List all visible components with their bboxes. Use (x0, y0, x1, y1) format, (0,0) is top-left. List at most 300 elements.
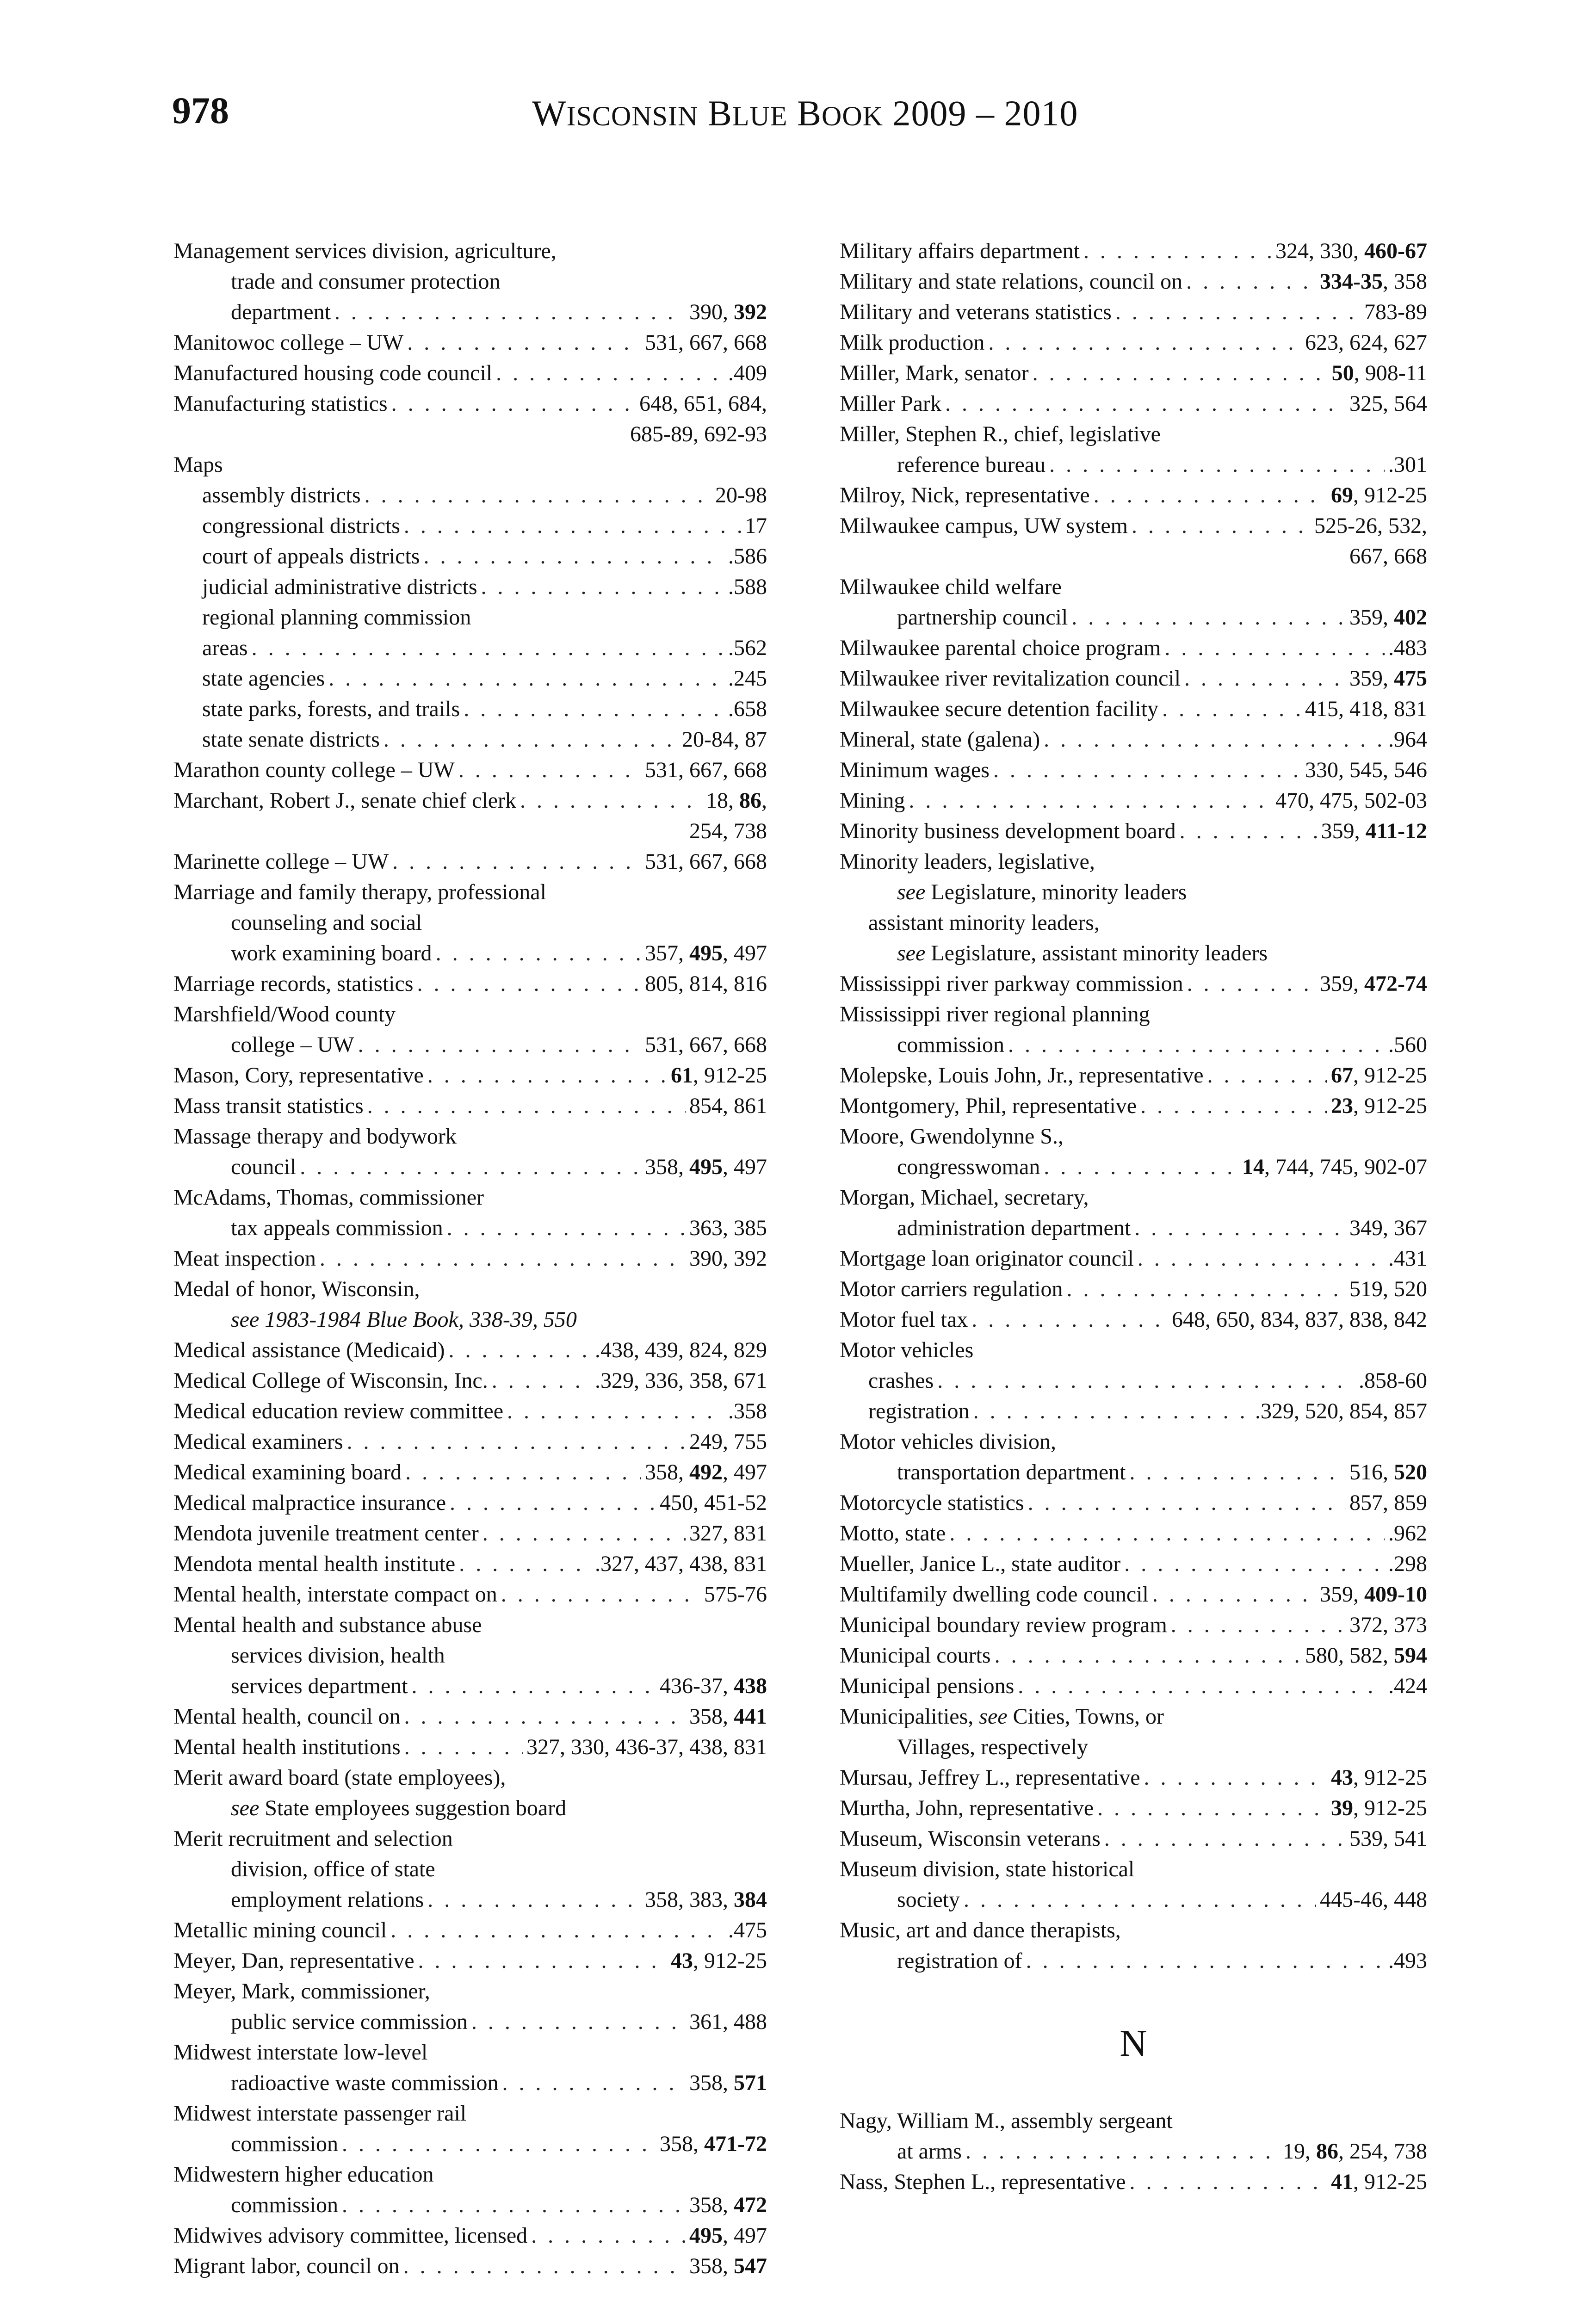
entry-term: see State employees suggestion board (231, 1796, 567, 1820)
index-entry (173, 1610, 767, 1701)
index-entry (840, 1274, 1427, 1305)
dot-leader (418, 1946, 668, 1976)
dot-leader (1066, 1274, 1346, 1305)
entry-term: congressional districts (202, 513, 400, 538)
page-references: 363, 385 (689, 1216, 767, 1240)
dot-leader (1049, 450, 1385, 480)
entry-term: Minimum wages (840, 758, 990, 782)
dot-leader (365, 480, 711, 511)
dot-leader (347, 1427, 686, 1457)
running-head-b2: B (797, 93, 822, 133)
page-references: .298 (1388, 1552, 1427, 1576)
entry-term: Meat inspection (173, 1246, 316, 1271)
entry-term: Marshfield/Wood county (173, 1002, 396, 1027)
entry-term: Midwives advisory committee, licensed (173, 2223, 528, 2248)
dot-leader (1138, 1243, 1385, 1274)
page-references: 531, 667, 668 (645, 849, 767, 874)
index-entry (173, 1518, 767, 1549)
dot-leader (1124, 1549, 1385, 1579)
entry-term: Mendota mental health institute (173, 1552, 456, 1576)
page-references: 20-98 (715, 483, 767, 507)
page-references: 575-76 (704, 1582, 767, 1607)
index-entry-line (840, 1213, 1427, 1243)
index-entry-line (173, 1213, 767, 1243)
index-entry (840, 572, 1427, 633)
entry-term: work examining board (231, 941, 432, 965)
dot-leader (334, 297, 686, 328)
entry-term: state agencies (202, 666, 325, 691)
entry-term: department (231, 300, 331, 324)
entry-term: Motor vehicles division, (840, 1429, 1056, 1454)
dot-leader (492, 1366, 591, 1396)
dot-leader (404, 511, 741, 541)
dot-leader (342, 2129, 656, 2159)
page-references: .493 (1388, 1948, 1427, 1973)
index-entry (173, 1701, 767, 1732)
page-references: 857, 859 (1349, 1490, 1427, 1515)
entry-term: Meyer, Dan, representative (173, 1948, 414, 1973)
entry-term: areas (202, 636, 248, 660)
index-entry-line (173, 1030, 767, 1060)
index-entry (173, 1457, 767, 1488)
dot-leader (483, 1518, 686, 1549)
page-references: 531, 667, 668 (645, 330, 767, 355)
index-entry-line (840, 1549, 1427, 1579)
entry-term: Medical assistance (Medicaid) (173, 1338, 445, 1362)
index-entry (840, 1854, 1427, 1915)
entry-term: see Legislature, assistant minority leaders (897, 941, 1268, 965)
index-entry-line (173, 847, 767, 877)
entry-term: Motor carriers regulation (840, 1277, 1063, 1301)
index-entry (840, 755, 1427, 785)
dot-leader (945, 389, 1346, 419)
page-references: 415, 418, 831 (1305, 697, 1427, 721)
index-entry-line (173, 236, 767, 266)
page-references: 17 (745, 513, 767, 538)
index-entry-line (173, 1793, 767, 1824)
index-entry-line (840, 938, 1427, 969)
page-references: 358, 383, 384 (645, 1887, 767, 1912)
index-entry (840, 236, 1427, 266)
index-entry-line (173, 2220, 767, 2251)
index-entry-line (840, 1396, 1427, 1427)
entry-term: radioactive waste commission (231, 2071, 499, 2095)
entry-term: Marchant, Robert J., senate chief clerk (173, 788, 517, 813)
dot-leader (502, 2068, 686, 2098)
page-references: 19, 86, 254, 738 (1283, 2139, 1427, 2164)
page-references: .483 (1388, 636, 1427, 660)
page-references: 783-89 (1364, 300, 1427, 324)
entry-term: Minority leaders, legislative, (840, 849, 1095, 874)
entry-term: commission (897, 1033, 1005, 1057)
index-entry-line (840, 2106, 1427, 2136)
index-entry-line (173, 1946, 767, 1976)
page-references: 18, 86, (706, 788, 767, 813)
index-entry-line (173, 1274, 767, 1305)
dot-leader (424, 541, 724, 572)
dot-leader (320, 1243, 686, 1274)
dot-leader (995, 1640, 1301, 1671)
entry-term: Montgomery, Phil, representative (840, 1094, 1137, 1118)
entry-term: Manitowoc college – UW (173, 330, 404, 355)
index-entry (840, 1305, 1427, 1335)
page-references: .964 (1388, 727, 1427, 752)
index-entry-line (173, 1640, 767, 1671)
entry-term: Municipal pensions (840, 1674, 1015, 1698)
dot-leader (1140, 1091, 1327, 1121)
entry-term: Medical malpractice insurance (173, 1490, 446, 1515)
index-entry (840, 724, 1427, 755)
index-entry (840, 1701, 1427, 1763)
index-entry-line (840, 297, 1427, 328)
index-entry-line (840, 450, 1427, 480)
index-entry-line (840, 1732, 1427, 1763)
index-entry-line (840, 1121, 1427, 1152)
running-head-isconsin: ISCONSIN (566, 101, 699, 131)
index-entry (173, 1946, 767, 1976)
entry-term: Miller, Mark, senator (840, 361, 1029, 385)
running-head (532, 95, 1078, 131)
page-references: 436-37, 438 (660, 1674, 767, 1698)
page-references: 470, 475, 502-03 (1275, 788, 1427, 813)
entry-term: reference bureau (897, 452, 1046, 477)
index-entry-line (173, 755, 767, 785)
entry-term: Milwaukee child welfare (840, 575, 1062, 599)
entry-term: Milroy, Nick, representative (840, 483, 1090, 507)
index-entry (173, 1824, 767, 1915)
index-entry-line (173, 1182, 767, 1213)
index-entry (840, 358, 1427, 389)
index-entry-line (840, 1885, 1427, 1915)
index-entry-line (840, 755, 1427, 785)
entry-term: Marriage and family therapy, professional (173, 880, 546, 904)
index-column-left (173, 236, 767, 2282)
page-references: 43, 912-25 (1331, 1765, 1427, 1790)
entry-term: Motorcycle statistics (840, 1490, 1024, 1515)
dot-leader (1132, 511, 1311, 541)
page-references: 359, 409-10 (1320, 1582, 1427, 1607)
index-entry (173, 1182, 767, 1243)
dot-leader (1008, 1030, 1385, 1060)
page-references: 623, 624, 627 (1305, 330, 1427, 355)
index-entry-line (173, 999, 767, 1030)
page-references: 358, 441 (689, 1704, 767, 1729)
index-entry-line (173, 877, 767, 908)
index-entry-line (840, 1091, 1427, 1121)
index-entry-line (173, 419, 767, 450)
index-entry (173, 2251, 767, 2282)
dot-leader (1129, 2167, 1327, 2197)
index-entry (173, 999, 767, 1060)
page-references: .327, 437, 438, 831 (595, 1552, 767, 1576)
index-entry (173, 2159, 767, 2220)
page-references: 580, 582, 594 (1305, 1643, 1427, 1668)
page-references: 50, 908-11 (1331, 361, 1427, 385)
index-entry (173, 2037, 767, 2098)
page-references: .858-60 (1359, 1368, 1427, 1393)
page-references: 69, 912-25 (1331, 483, 1427, 507)
page-number: 978 (172, 89, 229, 131)
dot-leader (417, 969, 641, 999)
index-entry-line (840, 419, 1427, 450)
dot-leader (328, 663, 724, 694)
index-entry-line (173, 572, 767, 602)
index-entry (173, 450, 767, 480)
page-references: 358, 547 (689, 2254, 767, 2278)
running-head-ook: OOK (822, 101, 884, 131)
index-entry-line (173, 541, 767, 572)
index-entry (173, 511, 767, 541)
index-entry-line (840, 572, 1427, 602)
index-entry (840, 1243, 1427, 1274)
dot-leader (1044, 1152, 1238, 1182)
index-entry (840, 785, 1427, 816)
entry-term: registration of (897, 1948, 1022, 1973)
dot-leader (501, 1579, 700, 1610)
index-entry (840, 1518, 1427, 1549)
entry-term: state senate districts (202, 727, 380, 752)
dot-leader (427, 1885, 641, 1915)
index-entry-line (840, 908, 1427, 938)
index-entry (840, 694, 1427, 724)
page-references: 805, 814, 816 (645, 971, 767, 996)
index-entry-line (173, 1610, 767, 1640)
page-references: .301 (1388, 452, 1427, 477)
page-references: .658 (728, 697, 767, 721)
dot-leader (367, 1091, 686, 1121)
index-entry (173, 694, 767, 724)
index-entry (840, 266, 1427, 297)
index-entry-line (173, 2251, 767, 2282)
dot-leader (988, 328, 1301, 358)
index-entry-line (840, 1793, 1427, 1824)
index-entry-line (173, 2190, 767, 2220)
page-references: 525-26, 532, (1314, 513, 1427, 538)
entry-term: counseling and social (231, 910, 422, 935)
dot-leader (450, 1488, 656, 1518)
dot-leader (1130, 1457, 1346, 1488)
dot-leader (471, 2007, 686, 2037)
page-references: 327, 831 (689, 1521, 767, 1546)
right-entries (840, 236, 1427, 1976)
dot-leader (1026, 1946, 1385, 1976)
index-entry (840, 2106, 1427, 2167)
entry-term: Mississippi river regional planning (840, 1002, 1150, 1027)
entry-term: Medical examiners (173, 1429, 343, 1454)
page-references: 685-89, 692-93 (630, 422, 767, 446)
index-entry-line (173, 816, 767, 847)
dot-leader (342, 2190, 686, 2220)
index-entry (173, 1243, 767, 1274)
entry-term: Miller, Stephen R., chief, legislative (840, 422, 1161, 446)
dot-leader (448, 1335, 591, 1366)
index-entry-line (840, 266, 1427, 297)
index-entry (173, 1488, 767, 1518)
page-references: .562 (728, 636, 767, 660)
dot-leader (358, 1030, 641, 1060)
entry-term: Milk production (840, 330, 985, 355)
index-entry (173, 389, 767, 450)
index-entry (173, 1549, 767, 1579)
page-references: 359, 402 (1349, 605, 1427, 630)
index-entry-line (173, 1335, 767, 1366)
entry-term: court of appeals districts (202, 544, 420, 569)
index-entry (173, 724, 767, 755)
entry-term: at arms (897, 2139, 962, 2164)
index-entry-line (173, 328, 767, 358)
dot-leader (392, 847, 641, 877)
page-references: 20-84, 87 (682, 727, 767, 752)
index-entry-line (173, 602, 767, 633)
entry-term: see 1983-1984 Blue Book, 338-39, 550 (231, 1307, 577, 1332)
index-entry (173, 1579, 767, 1610)
dot-leader (436, 938, 641, 969)
index-entry (173, 1060, 767, 1091)
index-entry (173, 2098, 767, 2159)
page-references: 43, 912-25 (671, 1948, 767, 1973)
index-entry-line (173, 358, 767, 389)
index-entry (840, 816, 1427, 847)
index-entry-line (840, 969, 1427, 999)
index-entry-line (173, 1457, 767, 1488)
index-entry (173, 1091, 767, 1121)
index-entry (840, 1579, 1427, 1610)
index-entry-line (840, 785, 1427, 816)
dot-leader (1187, 969, 1316, 999)
index-entry (173, 1121, 767, 1182)
page-references: 531, 667, 668 (645, 1033, 767, 1057)
entry-term: Manufactured housing code council (173, 361, 493, 385)
index-entry (173, 572, 767, 602)
index-entry-line (173, 1915, 767, 1946)
page-references: 334-35, 358 (1320, 269, 1427, 294)
entry-term: Minority business development board (840, 819, 1176, 843)
index-entry (173, 480, 767, 511)
entry-term: McAdams, Thomas, commissioner (173, 1185, 484, 1210)
index-entry-line (840, 1946, 1427, 1976)
index-entry-line (173, 908, 767, 938)
page-references: 325, 564 (1349, 391, 1427, 416)
entry-term: Mass transit statistics (173, 1094, 364, 1118)
dot-leader (1162, 694, 1301, 724)
entry-term: Mental health, council on (173, 1704, 401, 1729)
index-entry-line (840, 1610, 1427, 1640)
page-references: 61, 912-25 (671, 1063, 767, 1088)
index-entry-line (173, 1518, 767, 1549)
page-references: 667, 668 (1349, 544, 1427, 569)
index-entry-line (173, 1243, 767, 1274)
page-references: 372, 373 (1349, 1613, 1427, 1637)
dot-leader (464, 694, 724, 724)
dot-leader (937, 1366, 1355, 1396)
page-references: 67, 912-25 (1331, 1063, 1427, 1088)
index-entry (173, 969, 767, 999)
index-entry-line (840, 389, 1427, 419)
index-entry-line (173, 266, 767, 297)
page-references: .560 (1388, 1033, 1427, 1057)
entry-term: Marriage records, statistics (173, 971, 414, 996)
index-entry (840, 511, 1427, 572)
page-references: 450, 451-52 (660, 1490, 767, 1515)
entry-term: Museum, Wisconsin veterans (840, 1826, 1101, 1851)
page-references: .245 (728, 666, 767, 691)
index-entry-line (840, 1488, 1427, 1518)
index-entry-line (173, 1366, 767, 1396)
entry-term: Medical College of Wisconsin, Inc. (173, 1368, 488, 1393)
dot-leader (403, 2251, 686, 2282)
running-head-w: W (532, 93, 567, 133)
entry-term: Museum division, state historical (840, 1857, 1135, 1881)
entry-term: commission (231, 2193, 339, 2217)
dot-leader (391, 389, 636, 419)
page-references: 359, 472-74 (1320, 971, 1427, 996)
index-entry (840, 1793, 1427, 1824)
index-entry-line (840, 1243, 1427, 1274)
index-entry (840, 1091, 1427, 1121)
index-entry-line (173, 1763, 767, 1793)
running-head-lue: LUE (732, 101, 788, 131)
index-entry (840, 480, 1427, 511)
page-references: 359, 411-12 (1321, 819, 1427, 843)
dot-leader (531, 2220, 686, 2251)
index-entry-line (840, 1152, 1427, 1182)
page-references: 254, 738 (689, 819, 767, 843)
index-entry (173, 1366, 767, 1396)
index-entry (840, 1182, 1427, 1243)
index-entry-line (840, 1854, 1427, 1885)
index-entry-line (840, 1824, 1427, 1854)
index-entry-line (173, 1579, 767, 1610)
dot-leader (404, 1701, 686, 1732)
entry-term: Municipal courts (840, 1643, 991, 1668)
index-entry (840, 1396, 1427, 1427)
entry-term: judicial administrative districts (202, 575, 477, 599)
index-entry-line (173, 1885, 767, 1915)
index-entry (840, 1640, 1427, 1671)
index-entry-line (840, 724, 1427, 755)
entry-term: see Legislature, minority leaders (897, 880, 1187, 904)
entry-term: Management services division, agriculture, (173, 239, 557, 263)
index-entry (173, 2220, 767, 2251)
dot-leader (384, 724, 678, 755)
entry-term: society (897, 1887, 960, 1912)
page-references: .588 (728, 575, 767, 599)
index-entry (840, 1824, 1427, 1854)
index-entry (173, 236, 767, 328)
index-entry (173, 1915, 767, 1946)
entry-term: Midwest interstate low-level (173, 2040, 428, 2065)
page-references: 358, 495, 497 (645, 1155, 767, 1179)
entry-term: Military and veterans statistics (840, 300, 1112, 324)
index-entry-line (840, 1060, 1427, 1091)
index-entry-line (173, 2098, 767, 2129)
dot-leader (1164, 633, 1385, 663)
dot-leader (1186, 266, 1316, 297)
index-entry (840, 1549, 1427, 1579)
entry-term: Mental health, interstate compact on (173, 1582, 497, 1607)
entry-term: Manufacturing statistics (173, 391, 388, 416)
page-references: 324, 330, 460-67 (1275, 239, 1427, 263)
dot-leader (300, 1152, 641, 1182)
page-references: 359, 475 (1349, 666, 1427, 691)
index-entry (840, 1915, 1427, 1976)
index-entry (840, 1610, 1427, 1640)
index-entry (173, 755, 767, 785)
index-entry-line (840, 1457, 1427, 1488)
index-entry-line (840, 1640, 1427, 1671)
entry-term: Mental health institutions (173, 1735, 401, 1759)
entry-term: Meyer, Mark, commissioner, (173, 1979, 430, 2004)
